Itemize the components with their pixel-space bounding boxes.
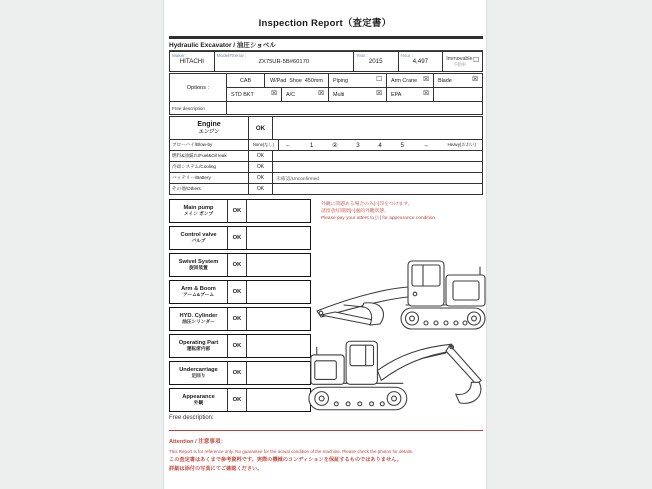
appearance-note-ja: 外観に問題ある場合のみ[○]印をつけます。 bbox=[321, 202, 413, 207]
swivel-system-en: Swivel System bbox=[178, 258, 219, 265]
swivel-system-status: OK bbox=[228, 254, 247, 276]
blowby-scale-1: 1 bbox=[309, 141, 314, 149]
operating-part-ja: 運転席内部 bbox=[186, 346, 211, 351]
check-item-control-valve bbox=[169, 226, 311, 250]
option-epa bbox=[387, 88, 434, 101]
option-arm-crane-checkbox: ☒ bbox=[423, 76, 429, 84]
hour-label: Hour : bbox=[400, 53, 414, 58]
fuel-oil-leak-status: OK bbox=[249, 151, 273, 161]
cooling-note bbox=[273, 162, 482, 172]
others-status: OK bbox=[249, 184, 273, 194]
hour-cell bbox=[399, 52, 444, 71]
blowby-scale-4: 4 bbox=[378, 141, 382, 149]
options-left-column bbox=[170, 74, 227, 114]
cooling-row bbox=[170, 161, 482, 172]
options-right-column bbox=[227, 74, 482, 114]
arm-boom-ja: アーム&ブーム bbox=[182, 292, 215, 297]
blowby-right-arrow: → bbox=[422, 141, 429, 149]
option-multi bbox=[329, 88, 387, 101]
arm-boom-status: OK bbox=[228, 281, 247, 303]
main-pump-ja: メイン ポンプ bbox=[183, 211, 214, 216]
control-valve-note bbox=[247, 227, 310, 249]
main-pump-en: Main pump bbox=[183, 204, 214, 211]
blowby-scale bbox=[279, 140, 482, 150]
year-cell bbox=[354, 52, 399, 71]
battery-status: OK bbox=[249, 173, 273, 183]
hyd-cylinder-note bbox=[247, 308, 310, 330]
option-blade-checkbox: ☒ bbox=[472, 76, 478, 84]
section-header: Hydraulic Excavator / 油圧ショベル bbox=[169, 42, 276, 49]
appearance-note-zh: 請留意紅圓圈[○]處的外觀狀態。 bbox=[321, 208, 389, 214]
option-ac-checkbox: ☒ bbox=[318, 90, 324, 98]
blowby-scale-5: 5 bbox=[400, 141, 404, 149]
blowby-row bbox=[170, 139, 482, 150]
thick-divider bbox=[169, 36, 483, 39]
cooling-label: 冷却システム/Cooling bbox=[170, 162, 249, 172]
blowby-left-arrow: ← bbox=[285, 141, 292, 149]
option-multi-label: Multi bbox=[333, 91, 345, 98]
cooling-status: OK bbox=[249, 162, 273, 172]
engine-status: OK bbox=[249, 117, 273, 139]
option-epa-label: EPA bbox=[391, 91, 402, 98]
option-cab: CAB bbox=[227, 74, 265, 87]
blowby-label: ブローバイ/Blow-by bbox=[170, 140, 249, 150]
model-serial-label: Model#Serial : bbox=[216, 53, 247, 58]
hour-value: 4,497 bbox=[412, 58, 429, 65]
attention-line-ja-2: 詳細は添付の写真にてご確認ください。 bbox=[169, 465, 263, 472]
fuel-oil-leak-note bbox=[273, 151, 482, 161]
excavator-illustration-facing-right bbox=[305, 333, 487, 418]
excavator-illustration-facing-left bbox=[310, 248, 488, 332]
check-item-swivel-system bbox=[169, 253, 311, 277]
others-label: その他/Others bbox=[170, 184, 249, 194]
appearance-en: Appearance bbox=[182, 393, 215, 400]
option-ac-label: A/C bbox=[286, 91, 295, 98]
undercarriage-ja: 足回り bbox=[191, 373, 206, 378]
immovable-cell bbox=[443, 52, 482, 71]
operating-part-en: Operating Part bbox=[178, 339, 219, 346]
attention-line-en: This Report is for reference only. No guarantee for the actual condition of the machine. Please check the photos for details. bbox=[169, 448, 414, 454]
operating-part-status: OK bbox=[228, 335, 247, 357]
engine-table bbox=[169, 116, 483, 195]
fuel-oil-leak-row bbox=[170, 150, 482, 161]
machine-info-table bbox=[169, 51, 483, 72]
battery-note: 未確認/Unconfirmed bbox=[276, 176, 319, 182]
hyd-cylinder-en: HYD. Cylinder bbox=[179, 312, 218, 319]
battery-row bbox=[170, 172, 482, 183]
swivel-system-ja: 旋回装置 bbox=[189, 265, 208, 270]
check-item-operating-part bbox=[169, 334, 311, 358]
main-pump-note bbox=[247, 200, 310, 222]
blowby-scale-2-selected: ② bbox=[331, 141, 338, 149]
others-note bbox=[273, 184, 482, 194]
engine-note-cell bbox=[273, 117, 482, 139]
attention-section bbox=[169, 437, 483, 474]
option-empty-cell bbox=[434, 88, 482, 101]
appearance-note-en: Please pay your attent to [○] for appearance condition. bbox=[321, 215, 437, 221]
control-valve-en: Control valve bbox=[180, 231, 217, 238]
control-valve-ja: バルブ bbox=[191, 238, 206, 243]
undercarriage-en: Undercarriage bbox=[179, 366, 218, 373]
hyd-cylinder-ja: 油圧シリンダー bbox=[182, 319, 215, 324]
option-piping-label: Piping bbox=[333, 77, 348, 84]
blowby-heavy-label: Heavy(おおい) bbox=[447, 142, 476, 147]
undercarriage-status: OK bbox=[228, 362, 247, 384]
option-blade bbox=[434, 74, 482, 87]
option-ac bbox=[282, 88, 329, 101]
option-epa-checkbox: ☒ bbox=[423, 90, 429, 98]
option-std-bkt-checkbox: ☒ bbox=[271, 90, 277, 98]
appearance-status: OK bbox=[228, 389, 247, 411]
check-item-main-pump bbox=[169, 199, 311, 223]
attention-heading: Attention / 注意事項： bbox=[169, 439, 227, 445]
free-description-label: Free description: bbox=[169, 415, 214, 421]
engine-header-row bbox=[170, 117, 482, 139]
check-item-arm-boom bbox=[169, 280, 311, 304]
option-piping-checkbox: ☐ bbox=[376, 76, 382, 84]
year-value: 2015 bbox=[368, 58, 383, 65]
undercarriage-note bbox=[247, 362, 310, 384]
options-row-2 bbox=[227, 88, 482, 102]
free-description-row-label: Free description bbox=[170, 102, 227, 114]
option-arm-crane bbox=[387, 74, 434, 87]
option-blade-label: Blade bbox=[438, 77, 452, 84]
check-items-column bbox=[169, 199, 311, 415]
operating-part-note bbox=[247, 335, 310, 357]
blowby-scale-3: 3 bbox=[356, 141, 360, 149]
appearance-ja: 外観 bbox=[193, 400, 204, 405]
option-wpad-shoe: W/Pad Shoe 450mm bbox=[265, 74, 329, 87]
maker-value: HITACHI bbox=[179, 58, 204, 65]
main-pump-status: OK bbox=[228, 200, 247, 222]
options-row-1 bbox=[227, 74, 482, 88]
hyd-cylinder-status: OK bbox=[228, 308, 247, 330]
engine-name-cell bbox=[170, 117, 249, 139]
control-valve-status: OK bbox=[228, 227, 247, 249]
attention-divider bbox=[169, 430, 483, 431]
options-table bbox=[169, 73, 483, 115]
immovable-checkbox: ☐ bbox=[473, 57, 479, 65]
immovable-sub-label: 不動車 bbox=[452, 61, 466, 67]
arm-boom-en: Arm & Boom bbox=[181, 285, 216, 292]
option-multi-checkbox: ☒ bbox=[376, 90, 382, 98]
fuel-oil-leak-label: 燃料&油漏れ/Fuel&Oil leak bbox=[170, 151, 249, 161]
battery-label: バッテリー/Battery bbox=[170, 173, 249, 183]
attention-line-ja-1: この査定書はあくまで参考資料です。実際の機械のコンディションを保証するものではありません。 bbox=[169, 456, 402, 463]
arm-boom-note bbox=[247, 281, 310, 303]
free-description-value bbox=[227, 102, 482, 114]
check-item-hyd-cylinder bbox=[169, 307, 311, 331]
engine-name-en: Engine bbox=[197, 121, 221, 128]
maker-cell bbox=[170, 52, 215, 71]
appearance-note bbox=[321, 202, 483, 222]
swivel-system-note bbox=[247, 254, 310, 276]
option-arm-crane-label: Arm Crane bbox=[391, 77, 418, 84]
options-label: Options : bbox=[170, 74, 227, 102]
others-row bbox=[170, 183, 482, 194]
model-serial-value: ZX75UR-5B#60170 bbox=[258, 59, 310, 65]
appearance-note bbox=[247, 389, 310, 411]
check-item-appearance bbox=[169, 388, 311, 412]
inspection-report-document bbox=[163, 0, 487, 489]
option-piping bbox=[329, 74, 387, 87]
option-std-bkt-label: STD BKT bbox=[231, 91, 254, 98]
model-serial-cell bbox=[215, 52, 354, 71]
option-std-bkt bbox=[227, 88, 282, 101]
immovable-label: Immovable bbox=[446, 55, 473, 62]
page-title: Inspection Report（査定書） bbox=[258, 18, 392, 29]
maker-label: Maker : bbox=[172, 53, 188, 58]
engine-name-ja: エンジン bbox=[198, 129, 220, 135]
check-item-undercarriage bbox=[169, 361, 311, 385]
year-label: Year : bbox=[355, 53, 368, 58]
blowby-none-label: None(なし) bbox=[249, 140, 279, 150]
